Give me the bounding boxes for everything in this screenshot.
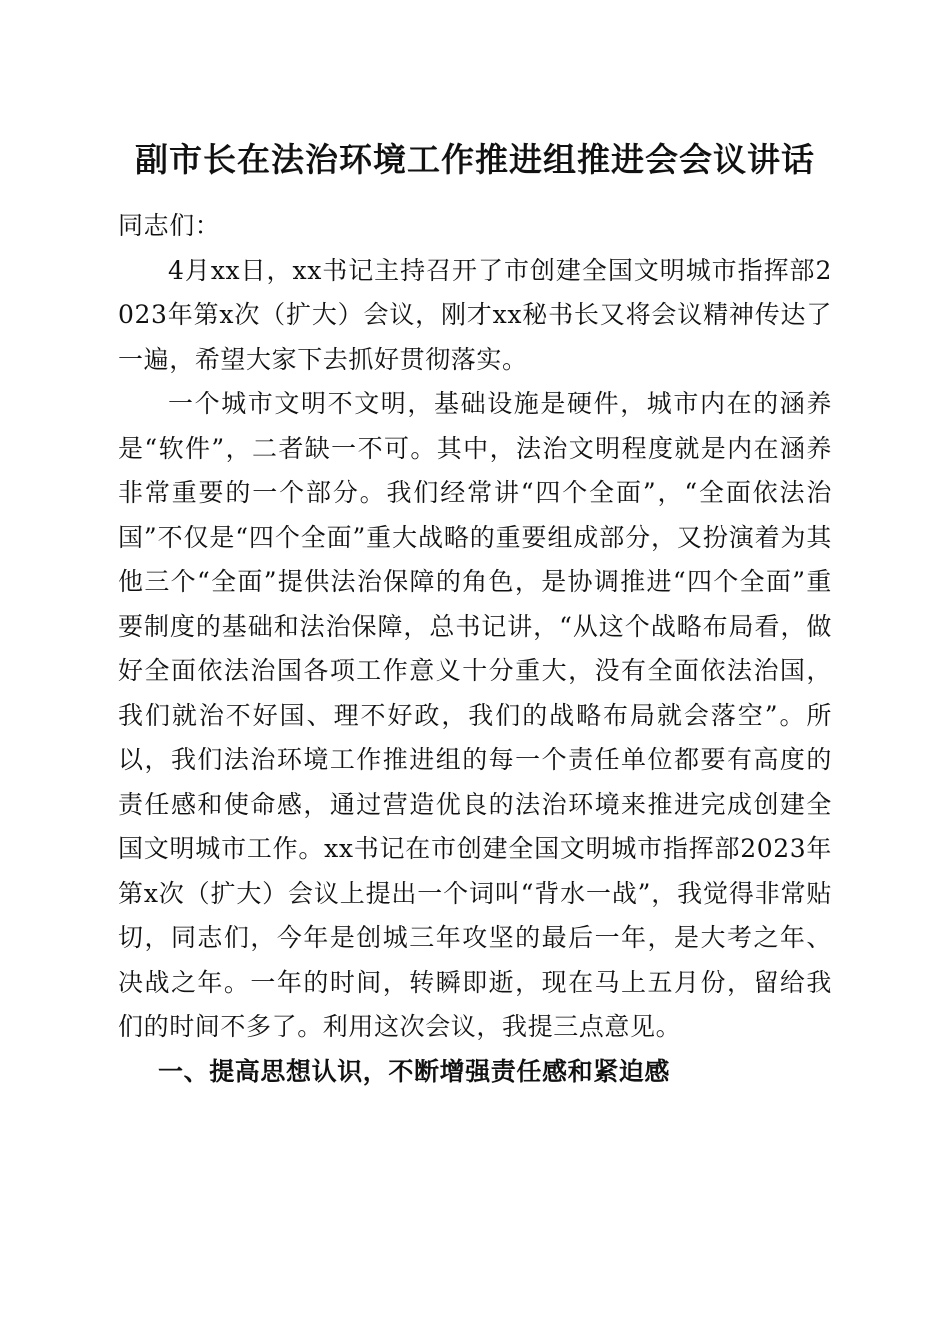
document-title: 副市长在法治环境工作推进组推进会会议讲话 (135, 140, 815, 179)
document-body (118, 204, 832, 1094)
paragraph-rule-of-law: 一个城市文明不文明，基础设施是硬件，城市内在的涵养是“软件”，二者缺一不可。其中，法治文明程度就是内在涵养非常重要的一个部分。我们经常讲“四个全面”，“全面依法治国”不仅是“四个全面”重大战略的重要组成部分，又扮演着为其他三个“全面”提供法治保障的角色，是协调推进“四个全面”重要制度的基础和法治保障，总书记讲，“从这个战略布局看，做好全面依法治国各项工作意义十分重大，没有全面依法治国，我们就治不好国、理不好政，我们的战略布局就会落空”。所以，我们法治环境工作推进组的每一个责任单位都要有高度的责任感和使命感，通过营造优良的法治环境来推进完成创建全国文明城市工作。xx书记在市创建全国文明城市指挥部2023年第x次（扩大）会议上提出一个词叫“背水一战”，我觉得非常贴切，同志们，今年是创城三年攻坚的最后一年，是大考之年、决战之年。一年的时间，转瞬即逝，现在马上五月份，留给我们的时间不多了。利用这次会议，我提三点意见。 (118, 389, 832, 1041)
salutation: 同志们： (118, 211, 221, 240)
paragraph-intro: 4月xx日，xx书记主持召开了市创建全国文明城市指挥部2023年第x次（扩大）会议，刚才xx秘书长又将会议精神传达了一遍，希望大家下去抓好贯彻落实。 (118, 255, 832, 374)
section-heading-1: 一、提高思想认识，不断增强责任感和紧迫感 (158, 1056, 671, 1086)
